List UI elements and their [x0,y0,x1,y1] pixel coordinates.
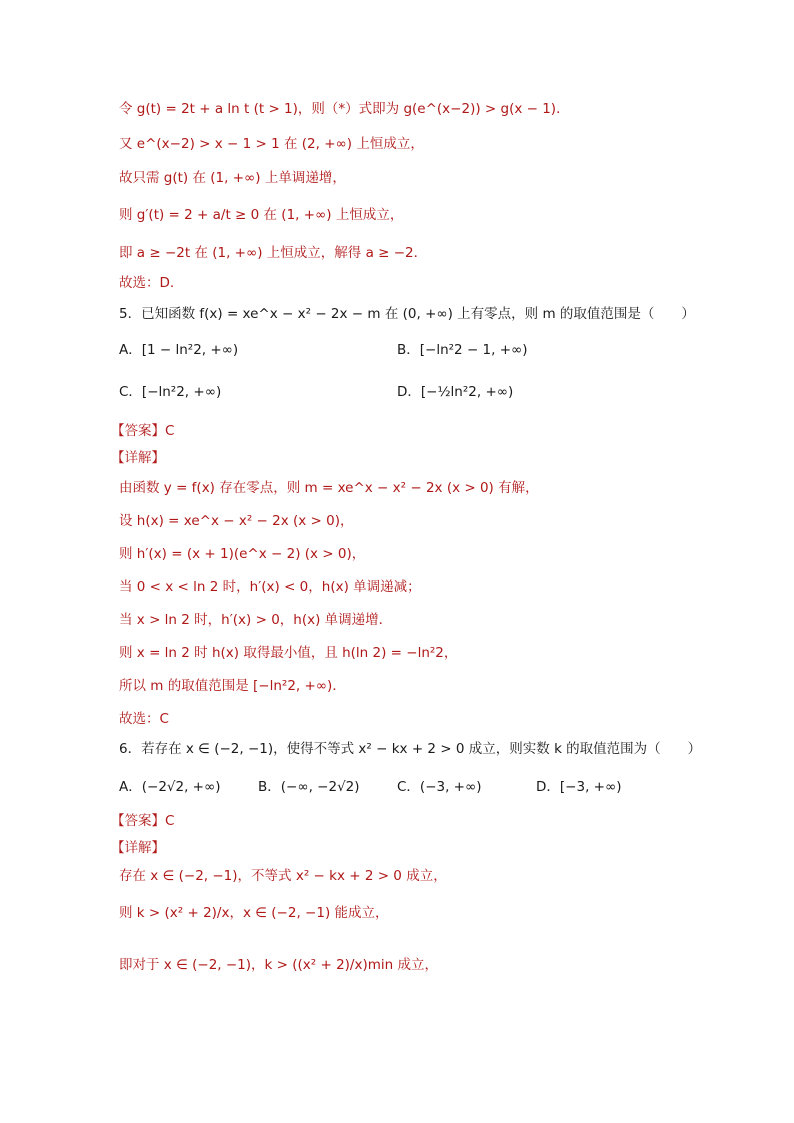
detail-label: 【详解】 [111,450,165,466]
solution-line: 即 a ≥ −2t 在 (1, +∞) 上恒成立，解得 a ≥ −2． [119,245,428,261]
solution-line: 则 x = ln 2 时 h(x) 取得最小值，且 h(ln 2) = −ln²2， [119,645,458,661]
answer-label: 【答案】C [111,423,175,439]
solution-line: 故选：D. [119,275,175,291]
solution-line: 则 k > (x² + 2)/x，x ∈ (−2, −1) 能成立， [119,905,389,921]
option-c: C．[−ln²2, +∞) [119,384,222,400]
solution-line: 故选：C [119,711,169,727]
option-d: D．[−½ln²2, +∞) [397,384,514,400]
solution-line: 所以 m 的取值范围是 [−ln²2, +∞)． [119,678,346,694]
question-6: 6．若存在 x ∈ (−2, −1)，使得不等式 x² − kx + 2 > 0 成立，则实数 k 的取值范围为（ ） [119,741,702,757]
solution-line: 当 x > ln 2 时，h′(x) > 0，h(x) 单调递增． [119,612,393,628]
solution-line: 当 0 < x < ln 2 时，h′(x) < 0，h(x) 单调递减； [119,579,421,595]
option-a: A．[1 − ln²2, +∞) [119,342,239,358]
solution-line: 则 h′(x) = (x + 1)(e^x − 2) (x > 0)， [119,546,366,562]
answer-label: 【答案】C [111,813,175,829]
option-c: C．(−3, +∞) [397,779,482,795]
question-5: 5．已知函数 f(x) = xe^x − x² − 2x − m 在 (0, +∞) 上有零点，则 m 的取值范围是（ ） [119,306,695,322]
solution-line: 即对于 x ∈ (−2, −1)，k > ((x² + 2)/x)min 成立， [119,957,438,973]
solution-line: 故只需 g(t) 在 (1, +∞) 上单调递增， [119,170,346,186]
solution-line: 由函数 y = f(x) 存在零点，则 m = xe^x − x² − 2x (x > 0) 有解， [119,480,539,496]
solution-line: 则 g′(t) = 2 + a/t ≥ 0 在 (1, +∞) 上恒成立， [119,207,404,223]
solution-line: 存在 x ∈ (−2, −1)，不等式 x² − kx + 2 > 0 成立， [119,868,447,884]
solution-line: 又 e^(x−2) > x − 1 > 1 在 (2, +∞) 上恒成立， [119,136,424,152]
option-b: B．[−ln²2 − 1, +∞) [397,342,528,358]
option-b: B．(−∞, −2√2) [258,779,360,795]
solution-line: 设 h(x) = xe^x − x² − 2x (x > 0)， [119,513,354,529]
option-d: D．[−3, +∞) [536,779,622,795]
option-a: A．(−2√2, +∞) [119,779,221,795]
detail-label: 【详解】 [111,840,165,856]
solution-line: 令 g(t) = 2t + a ln t (t > 1)，则（*）式即为 g(e^(x−2)) > g(x − 1)． [119,101,570,117]
